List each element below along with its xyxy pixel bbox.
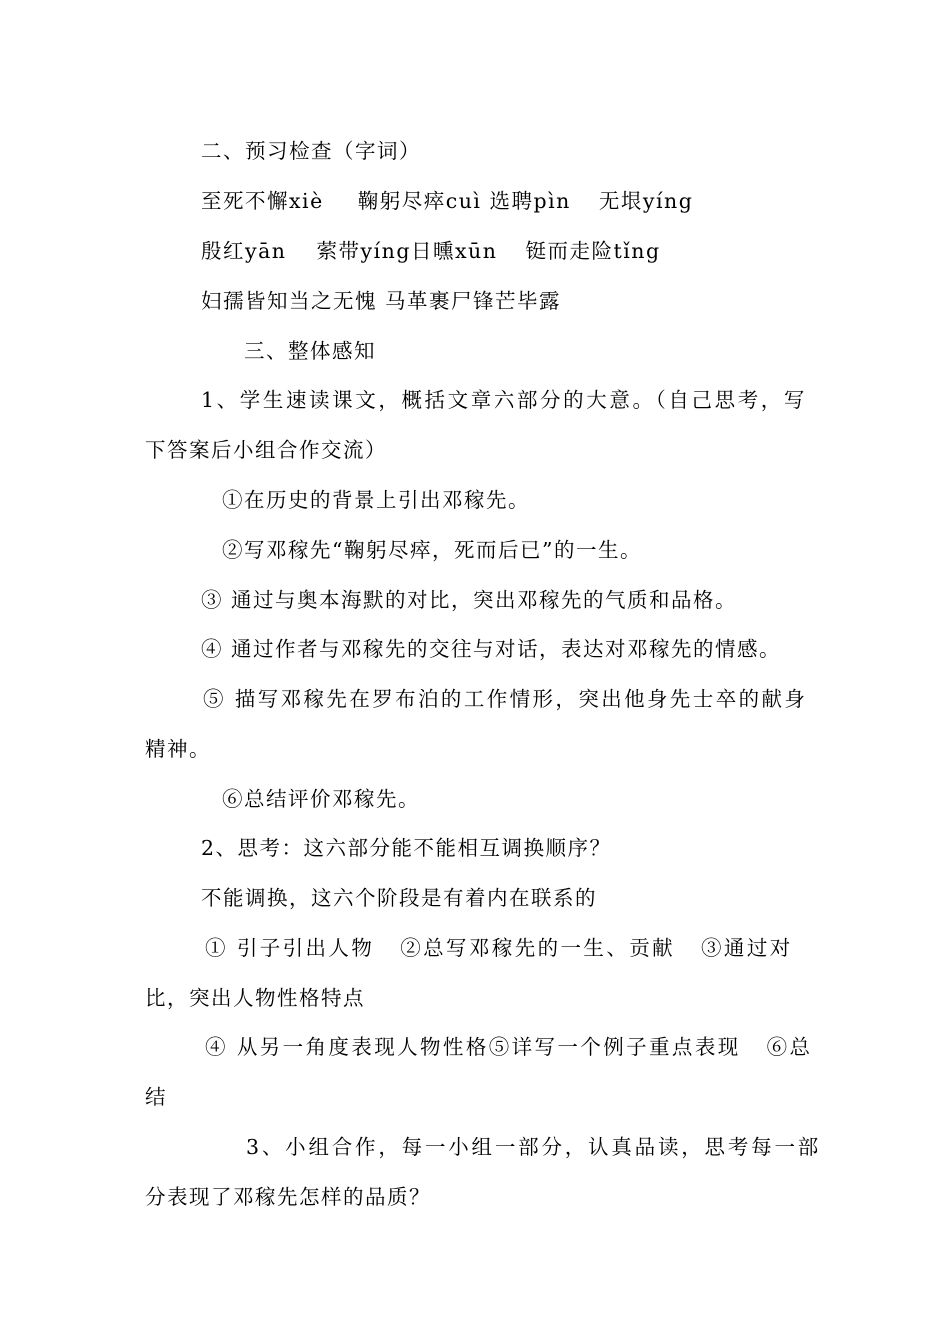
order-item: ① 引子引出人物	[205, 936, 375, 960]
order-line-1	[205, 936, 793, 960]
order-line-2-cont: 结	[145, 1085, 167, 1109]
part-summary-2: ②写邓稼先“鞠躬尽瘁，死而后已”的一生。	[222, 538, 642, 562]
vocab-row-3: 妇孺皆知当之无愧 马革裹尸锋芒毕露	[201, 289, 562, 313]
order-line-2	[205, 1035, 812, 1059]
order-item: ②总写邓稼先的一生、贡献	[400, 936, 676, 960]
question-1-line-1: 1、学生速读课文，概括文章六部分的大意。（自己思考，写	[201, 388, 807, 412]
vocab-item: 殷红yān	[201, 239, 287, 263]
answer-line: 不能调换，这六个阶段是有着内在联系的	[201, 886, 597, 910]
vocab-item: 无垠yíng	[598, 189, 694, 213]
order-item: ④ 从另一角度表现人物性格⑤详写一个例子重点表现	[205, 1035, 741, 1059]
part-summary-3: ③ 通过与奥本海默的对比，突出邓稼先的气质和品格。	[201, 588, 738, 612]
question-3-line-2: 分表现了邓稼先怎样的品质？	[145, 1185, 431, 1209]
vocab-item: 至死不懈xiè	[201, 189, 324, 213]
part-summary-5-line-1: ⑤ 描写邓稼先在罗布泊的工作情形，突出他身先士卒的献身	[203, 687, 808, 711]
vocab-row-1	[201, 189, 693, 213]
part-summary-5-line-2: 精神。	[145, 737, 211, 761]
order-line-1-cont: 比，突出人物性格特点	[145, 986, 365, 1010]
order-item: ⑥总	[766, 1035, 813, 1059]
order-item: ③通过对	[701, 936, 793, 960]
question-3-line-1: 3、小组合作，每一小组一部分，认真品读，思考每一部	[246, 1135, 822, 1159]
part-summary-4: ④ 通过作者与邓稼先的交往与对话，表达对邓稼先的情感。	[201, 637, 782, 661]
part-summary-6: ⑥总结评价邓稼先。	[222, 787, 420, 811]
vocab-item: 鞠躬尽瘁cuì 选聘pìn	[357, 189, 571, 213]
section-heading-preview-check: 二、预习检查（字词）	[201, 139, 421, 163]
question-2: 2、思考：这六部分能不能相互调换顺序？	[201, 836, 612, 860]
part-summary-1: ①在历史的背景上引出邓稼先。	[222, 488, 530, 512]
vocab-row-2	[201, 239, 661, 263]
vocab-item: 铤而走险tǐng	[525, 239, 661, 263]
question-1-line-2: 下答案后小组合作交流）	[145, 438, 387, 462]
vocab-item: 萦带yíng日曛xūn	[316, 239, 498, 263]
section-heading-overall-perception: 三、整体感知	[244, 339, 376, 363]
